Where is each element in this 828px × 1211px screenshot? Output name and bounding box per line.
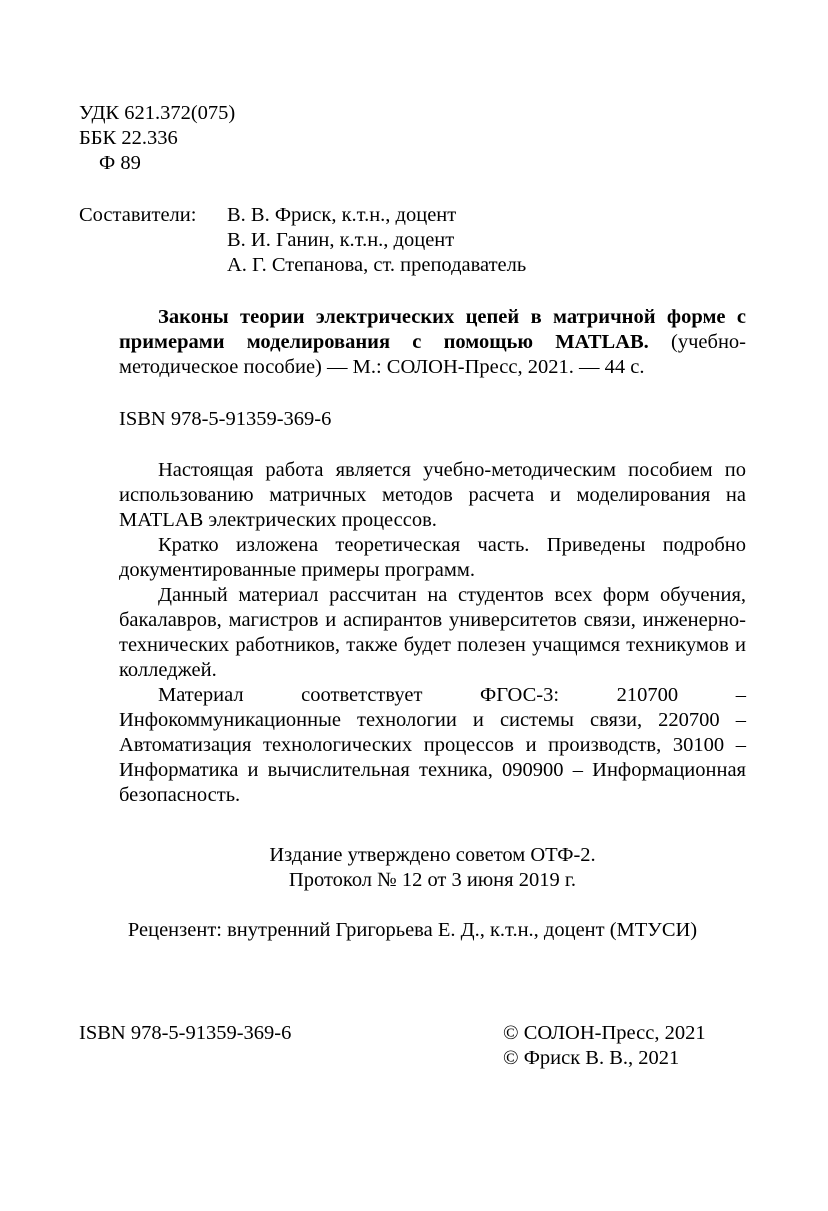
copyright-publisher: © СОЛОН-Пресс, 2021 (503, 1022, 706, 1044)
udk-code: УДК 621.372(075) (79, 102, 236, 124)
classification-codes (79, 101, 235, 176)
compiler-row (79, 203, 639, 228)
abstract-paragraph: Материал соответствует ФГОС-3: 210700 – Инфокоммуникационные технологии и системы связи, 220700 – Автоматизация технологических процессов и производств, 30100 – Информатика и вычислительная техника, 090900 – Информационная безопасность. (119, 684, 746, 806)
citation-details: (учебно-методическое пособие) — М.: СОЛОН-Пресс, 2021. — 44 с. (119, 331, 746, 378)
approval-line: Издание утверждено советом ОТФ-2. (269, 844, 596, 866)
compiler-name: А. Г. Степанова, ст. преподаватель (227, 254, 527, 276)
book-title: Законы теории электрических цепей в матричной форме с примерами моделирования с помощью MATLAB. (119, 306, 746, 353)
approval-note (119, 843, 746, 893)
copyright-block (503, 1021, 706, 1071)
abstract (119, 458, 746, 808)
reviewer-line: Рецензент: внутренний Григорьева Е. Д., к.т.н., доцент (МТУСИ) (127, 919, 698, 941)
isbn-footer: ISBN 978-5-91359-369-6 (79, 1022, 292, 1044)
compilers-block (79, 203, 639, 278)
compiler-row (79, 253, 639, 278)
author-mark: Ф 89 (99, 152, 141, 174)
protocol-line: Протокол № 12 от 3 июня 2019 г. (288, 869, 577, 891)
bibliographic-citation (119, 305, 746, 380)
copyright-author: © Фриск В. В., 2021 (503, 1047, 680, 1069)
abstract-paragraph: Данный материал рассчитан на студентов всех форм обучения, бакалавров, магистров и аспирантов университетов связи, инженерно-технических работников, также будет полезен учащимся техникумов и колледжей. (119, 584, 746, 681)
abstract-paragraph: Кратко изложена теоретическая часть. Приведены подробно документированные примеры программ. (119, 534, 746, 581)
bbk-code: ББК 22.336 (79, 127, 178, 149)
compiler-name: В. В. Фриск, к.т.н., доцент (227, 204, 457, 226)
abstract-paragraph: Настоящая работа является учебно-методическим пособием по использованию матричных методов расчета и моделирования на MATLAB электрических процессов. (119, 459, 746, 531)
isbn-line: ISBN 978-5-91359-369-6 (119, 408, 332, 430)
compilers-label: Составители: (79, 204, 197, 226)
compiler-row (79, 228, 639, 253)
compiler-name: В. И. Ганин, к.т.н., доцент (227, 229, 455, 251)
